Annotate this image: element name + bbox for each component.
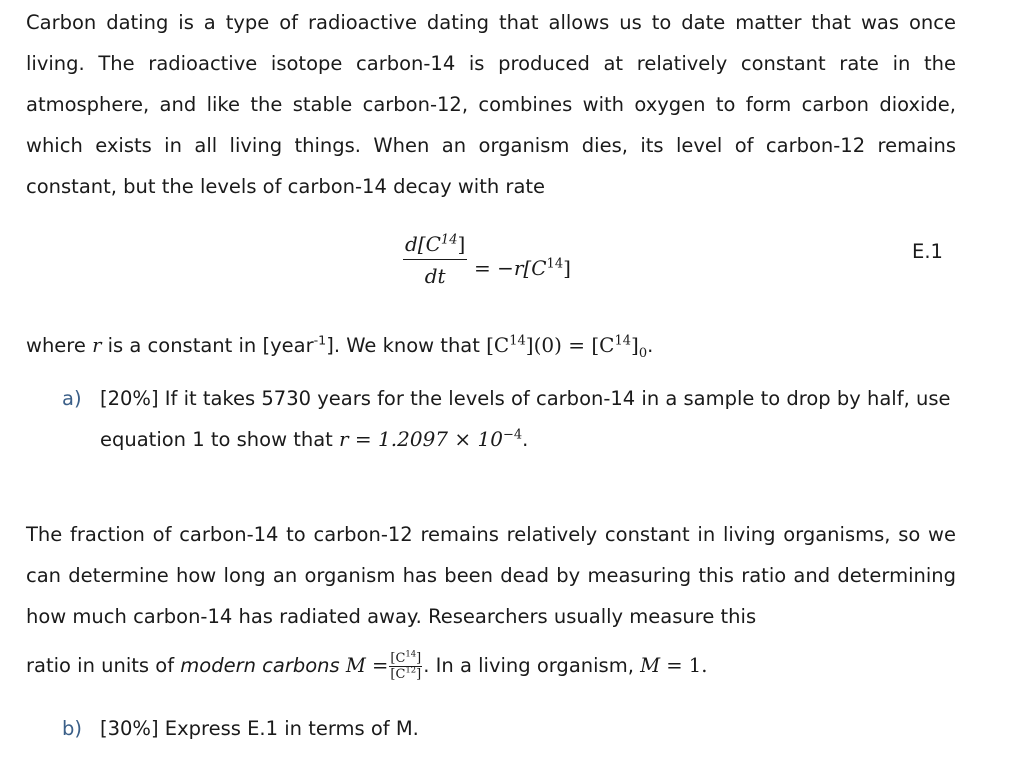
question-a-text: [20%] If it takes 5730 years for the levels of carbon-14 in a sample to drop by half, use equation 1 to show that bbox=[100, 387, 951, 451]
question-b-text: [30%] Express E.1 in terms of M. bbox=[100, 717, 419, 740]
fraction-numerator: $d[C^{14}]$ bbox=[403, 232, 467, 260]
question-a: a) [20%] If it takes 5730 years for the levels of carbon-14 in a sample to drop by half, use equation 1 to show that $r = 1.2097 \times 10^{-4}$. bbox=[62, 378, 962, 460]
intro-text: Carbon dating is a type of radioactive dating that allows us to date matter that was once living. The radioactive isotope carbon-14 is produced at relatively constant rate in the atmosphere, and like the stable carbon-12, combines with oxygen to form carbon dioxide, which exists in all living things. When an organism dies, its level of carbon-12 remains constant, but the levels of carbon-14 decay with rate bbox=[26, 11, 956, 198]
fraction-denominator: dt bbox=[424, 264, 446, 288]
question-a-marker: a) bbox=[62, 387, 82, 410]
question-b-marker: b) bbox=[62, 717, 82, 740]
question-b bbox=[62, 708, 962, 749]
equation-e1 bbox=[0, 232, 1016, 302]
equation-label: E.1 bbox=[912, 240, 943, 263]
intro-paragraph bbox=[26, 2, 956, 207]
ratio-line: ratio in units of modern carbons M = $\frac{[C^{14}]}{[C^{12}]}$ . In a living organism, M = 1. bbox=[26, 648, 708, 682]
ratio-fraction: $\frac{[C^{14}]}{[C^{12}]}$ bbox=[390, 648, 422, 682]
where-line: where r is a constant in [year$^{-1}$]. We know that $[C^{14}](0) = [C^{14}]_0$. bbox=[26, 332, 654, 361]
equation-rhs: = $-r[C^{14}]$ bbox=[474, 256, 571, 280]
derivative-fraction bbox=[403, 232, 467, 288]
second-paragraph-text: The fraction of carbon-14 to carbon-12 remains relatively constant in living organisms, so we can determine how long an organism has been dead by measuring this ratio and determining how much carbon-14 has radiated away. Researchers usually measure this bbox=[26, 523, 956, 628]
modern-carbons-term: modern carbons bbox=[180, 654, 340, 677]
second-paragraph bbox=[26, 514, 956, 637]
